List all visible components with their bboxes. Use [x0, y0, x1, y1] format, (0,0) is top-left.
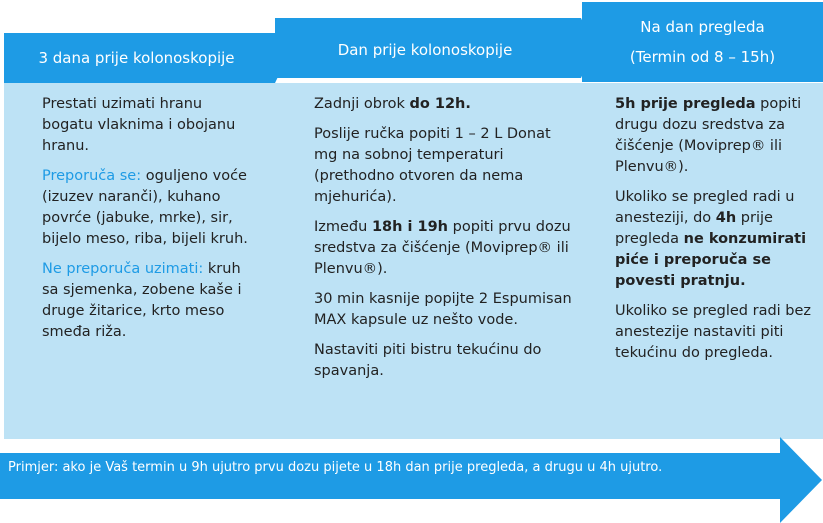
column-2-espumisan: 30 min kasnije popijte 2 Espumisan MAX kapsule uz nešto vode.	[314, 291, 572, 328]
column-3-no-anesthesia: Ukoliko se pregled radi bez anestezije nastaviti piti tekućinu do pregleda.	[615, 303, 812, 361]
anesthesia-hours: 4h	[715, 210, 737, 226]
header-exam-day-title: Na dan pregleda	[640, 18, 765, 36]
anesthesia-warning: ne konzumirati piće i preporuča se povesti pratnju.	[615, 231, 807, 289]
anesthesia-text-a: Ukoliko se pregled radi u anesteziji, do	[615, 189, 795, 226]
header-3-days-before-label: 3 dana prije kolonoskopije	[38, 49, 235, 67]
recommended-text: oguljeno voće (izuzev naranči), kuhano povrće (jabuke, mrke), sir, bijelo meso, riba, bijeli kruh.	[42, 168, 248, 247]
header-3-days-before	[4, 33, 269, 83]
header-exam-day	[582, 2, 823, 82]
column-2-text	[314, 94, 572, 391]
column-3-anesthesia	[615, 187, 815, 292]
first-dose-text: popiti prvu dozu sredstva za čišćenje (Moviprep® ili Plenvu®).	[314, 219, 571, 277]
column-3-second-dose	[615, 94, 815, 178]
not-recommended-text: kruh sa sjemenka, zobene kaše i druge žitarice, krto meso smeđa riža.	[42, 261, 242, 340]
header-exam-day-time: (Termin od 8 – 15h)	[629, 48, 776, 66]
column-2-first-dose	[314, 217, 572, 280]
last-meal-time: do 12h.	[409, 96, 471, 112]
second-dose-time: 5h prije pregleda	[615, 96, 756, 112]
first-dose-prefix: Između	[314, 219, 372, 235]
column-2-clear-fluids: Nastaviti piti bistru tekućinu do spavanja.	[314, 342, 542, 379]
first-dose-time: 18h i 19h	[371, 219, 449, 235]
header-day-before-label: Dan prije kolonoskopije	[337, 41, 513, 59]
column-2-last-meal	[314, 94, 572, 115]
recommended-label: Preporuča se:	[42, 168, 142, 184]
column-2-donat: Poslije ručka popiti 1 – 2 L Donat mg na sobnoj temperaturi (prethodno otvoren da nema mjehurića).	[314, 126, 551, 205]
not-recommended-label: Ne preporuča uzimati:	[42, 261, 204, 277]
column-3-text	[615, 94, 815, 373]
column-1-recommended	[42, 166, 257, 250]
last-meal-text: Zadnji obrok	[314, 96, 410, 112]
column-1-intro: Prestati uzimati hranu bogatu vlaknima i obojanu hranu.	[42, 96, 236, 154]
second-dose-text: popiti drugu dozu sredstva za čišćenje (Moviprep® ili Plenvu®).	[615, 96, 802, 175]
footer-example: Primjer: ako je Vaš termin u 9h ujutro prvu dozu pijete u 18h dan prije pregleda, a drugu u 4h ujutro.	[8, 460, 663, 475]
anesthesia-text-c: prije pregleda	[615, 210, 773, 247]
column-1-not-recommended	[42, 259, 257, 343]
header-day-before	[275, 18, 575, 78]
column-1-text	[42, 94, 257, 352]
footer-arrow	[0, 437, 823, 523]
